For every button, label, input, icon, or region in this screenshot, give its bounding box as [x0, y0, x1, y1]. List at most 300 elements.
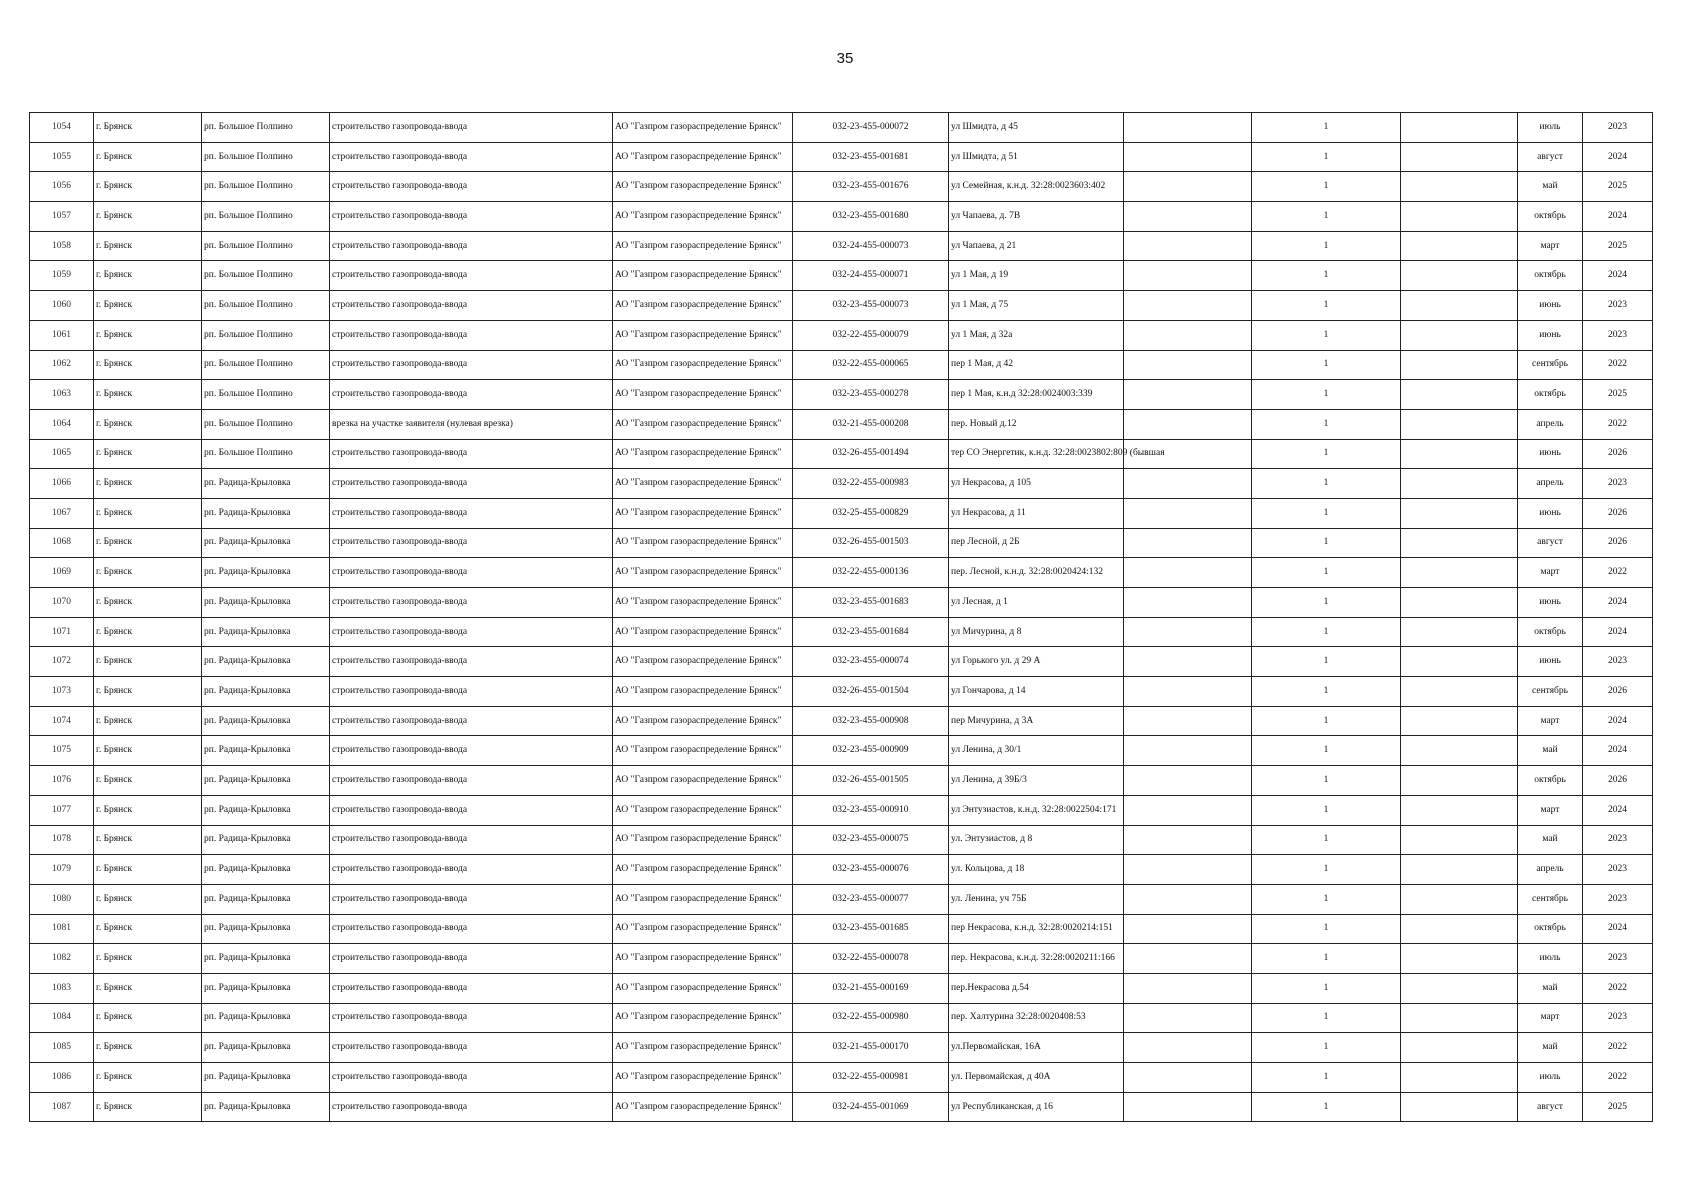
month-cell: октябрь [1518, 380, 1583, 410]
registration-number-cell: 032-26-455-001494 [793, 439, 949, 469]
registration-number-cell: 032-22-455-000981 [793, 1063, 949, 1093]
month-cell: октябрь [1518, 914, 1583, 944]
settlement-cell: рп. Радица-Крыловка [202, 1033, 330, 1063]
empty-cell [1124, 231, 1252, 261]
work-type-cell: строительство газопровода-ввода [330, 350, 613, 380]
table-row [30, 202, 1653, 232]
work-type-cell: строительство газопровода-ввода [330, 142, 613, 172]
empty-cell [1124, 469, 1252, 499]
empty-cell [1401, 409, 1518, 439]
address-cell: ул.Первомайская, 16А [949, 1033, 1124, 1063]
year-cell: 2022 [1583, 1033, 1653, 1063]
city-cell: г. Брянск [94, 202, 202, 232]
empty-cell [1401, 706, 1518, 736]
organization-cell: АО "Газпром газораспределение Брянск" [613, 766, 793, 796]
count-cell: 1 [1252, 825, 1401, 855]
organization-cell: АО "Газпром газораспределение Брянск" [613, 380, 793, 410]
table-row [30, 528, 1653, 558]
count-cell: 1 [1252, 914, 1401, 944]
settlement-cell: рп. Радица-Крыловка [202, 944, 330, 974]
empty-cell [1124, 1092, 1252, 1122]
settlement-cell: рп. Большое Полпино [202, 142, 330, 172]
city-cell: г. Брянск [94, 825, 202, 855]
year-cell: 2026 [1583, 498, 1653, 528]
empty-cell [1401, 973, 1518, 1003]
registration-number-cell: 032-23-455-000910 [793, 795, 949, 825]
row-number: 1054 [30, 113, 94, 143]
city-cell: г. Брянск [94, 380, 202, 410]
year-cell: 2026 [1583, 766, 1653, 796]
organization-cell: АО "Газпром газораспределение Брянск" [613, 914, 793, 944]
address-cell: ул Шмидта, д 51 [949, 142, 1124, 172]
settlement-cell: рп. Радица-Крыловка [202, 973, 330, 1003]
settlement-cell: рп. Радица-Крыловка [202, 1063, 330, 1093]
table-row [30, 617, 1653, 647]
organization-cell: АО "Газпром газораспределение Брянск" [613, 1003, 793, 1033]
registration-number-cell: 032-21-455-000170 [793, 1033, 949, 1063]
address-cell: ул Чапаева, д. 7В [949, 202, 1124, 232]
empty-cell [1401, 1092, 1518, 1122]
address-cell: пер 1 Мая, к.н.д 32:28:0024003:339 [949, 380, 1124, 410]
city-cell: г. Брянск [94, 172, 202, 202]
table-row [30, 1063, 1653, 1093]
organization-cell: АО "Газпром газораспределение Брянск" [613, 409, 793, 439]
empty-cell [1124, 320, 1252, 350]
table-row [30, 113, 1653, 143]
row-number: 1068 [30, 528, 94, 558]
empty-cell [1401, 231, 1518, 261]
row-number: 1072 [30, 647, 94, 677]
city-cell: г. Брянск [94, 766, 202, 796]
city-cell: г. Брянск [94, 617, 202, 647]
year-cell: 2025 [1583, 1092, 1653, 1122]
count-cell: 1 [1252, 795, 1401, 825]
table-row [30, 320, 1653, 350]
work-type-cell: строительство газопровода-ввода [330, 439, 613, 469]
table-row [30, 350, 1653, 380]
settlement-cell: рп. Большое Полпино [202, 172, 330, 202]
work-type-cell: строительство газопровода-ввода [330, 261, 613, 291]
row-number: 1074 [30, 706, 94, 736]
work-type-cell: строительство газопровода-ввода [330, 914, 613, 944]
row-number: 1079 [30, 855, 94, 885]
organization-cell: АО "Газпром газораспределение Брянск" [613, 973, 793, 1003]
empty-cell [1124, 1003, 1252, 1033]
registration-number-cell: 032-23-455-000909 [793, 736, 949, 766]
table-row [30, 498, 1653, 528]
empty-cell [1401, 498, 1518, 528]
settlement-cell: рп. Радица-Крыловка [202, 795, 330, 825]
settlement-cell: рп. Радица-Крыловка [202, 528, 330, 558]
empty-cell [1401, 617, 1518, 647]
count-cell: 1 [1252, 469, 1401, 499]
row-number: 1078 [30, 825, 94, 855]
work-type-cell: строительство газопровода-ввода [330, 1092, 613, 1122]
city-cell: г. Брянск [94, 558, 202, 588]
settlement-cell: рп. Радица-Крыловка [202, 498, 330, 528]
city-cell: г. Брянск [94, 1063, 202, 1093]
registration-number-cell: 032-23-455-000072 [793, 113, 949, 143]
empty-cell [1401, 677, 1518, 707]
address-cell: ул Шмидта, д 45 [949, 113, 1124, 143]
month-cell: июль [1518, 113, 1583, 143]
row-number: 1086 [30, 1063, 94, 1093]
count-cell: 1 [1252, 647, 1401, 677]
settlement-cell: рп. Радица-Крыловка [202, 884, 330, 914]
table-row [30, 409, 1653, 439]
row-number: 1059 [30, 261, 94, 291]
month-cell: август [1518, 142, 1583, 172]
year-cell: 2023 [1583, 320, 1653, 350]
settlement-cell: рп. Большое Полпино [202, 350, 330, 380]
settlement-cell: рп. Радица-Крыловка [202, 558, 330, 588]
settlement-cell: рп. Радица-Крыловка [202, 766, 330, 796]
settlement-cell: рп. Радица-Крыловка [202, 825, 330, 855]
empty-cell [1401, 1033, 1518, 1063]
month-cell: март [1518, 231, 1583, 261]
city-cell: г. Брянск [94, 1003, 202, 1033]
row-number: 1085 [30, 1033, 94, 1063]
organization-cell: АО "Газпром газораспределение Брянск" [613, 498, 793, 528]
count-cell: 1 [1252, 172, 1401, 202]
organization-cell: АО "Газпром газораспределение Брянск" [613, 291, 793, 321]
empty-cell [1124, 914, 1252, 944]
row-number: 1056 [30, 172, 94, 202]
empty-cell [1124, 558, 1252, 588]
settlement-cell: рп. Радица-Крыловка [202, 1092, 330, 1122]
organization-cell: АО "Газпром газораспределение Брянск" [613, 825, 793, 855]
empty-cell [1401, 439, 1518, 469]
row-number: 1071 [30, 617, 94, 647]
city-cell: г. Брянск [94, 439, 202, 469]
settlement-cell: рп. Большое Полпино [202, 409, 330, 439]
address-cell: ул. Первомайская, д 40А [949, 1063, 1124, 1093]
work-type-cell: строительство газопровода-ввода [330, 766, 613, 796]
table-row [30, 172, 1653, 202]
city-cell: г. Брянск [94, 1033, 202, 1063]
month-cell: июнь [1518, 291, 1583, 321]
month-cell: октябрь [1518, 202, 1583, 232]
work-type-cell: строительство газопровода-ввода [330, 795, 613, 825]
city-cell: г. Брянск [94, 113, 202, 143]
registration-number-cell: 032-23-455-000076 [793, 855, 949, 885]
address-cell: пер.Некрасова д.54 [949, 973, 1124, 1003]
work-type-cell: строительство газопровода-ввода [330, 380, 613, 410]
work-type-cell: строительство газопровода-ввода [330, 172, 613, 202]
organization-cell: АО "Газпром газораспределение Брянск" [613, 350, 793, 380]
address-cell: ул. Кольцова, д 18 [949, 855, 1124, 885]
month-cell: октябрь [1518, 766, 1583, 796]
empty-cell [1401, 884, 1518, 914]
empty-cell [1401, 202, 1518, 232]
empty-cell [1124, 142, 1252, 172]
registration-number-cell: 032-23-455-000074 [793, 647, 949, 677]
city-cell: г. Брянск [94, 1092, 202, 1122]
row-number: 1064 [30, 409, 94, 439]
empty-cell [1124, 1033, 1252, 1063]
empty-cell [1401, 766, 1518, 796]
registration-number-cell: 032-22-455-000136 [793, 558, 949, 588]
count-cell: 1 [1252, 617, 1401, 647]
month-cell: апрель [1518, 409, 1583, 439]
month-cell: июнь [1518, 320, 1583, 350]
table-row [30, 558, 1653, 588]
year-cell: 2023 [1583, 113, 1653, 143]
year-cell: 2022 [1583, 409, 1653, 439]
registration-number-cell: 032-23-455-001680 [793, 202, 949, 232]
registration-number-cell: 032-22-455-000065 [793, 350, 949, 380]
address-cell: пер. Некрасова, к.н.д. 32:28:0020211:166 [949, 944, 1124, 974]
empty-cell [1124, 973, 1252, 1003]
work-type-cell: строительство газопровода-ввода [330, 291, 613, 321]
year-cell: 2024 [1583, 202, 1653, 232]
count-cell: 1 [1252, 736, 1401, 766]
empty-cell [1124, 706, 1252, 736]
settlement-cell: рп. Радица-Крыловка [202, 469, 330, 499]
organization-cell: АО "Газпром газораспределение Брянск" [613, 1063, 793, 1093]
address-cell: ул Лесная, д 1 [949, 588, 1124, 618]
count-cell: 1 [1252, 944, 1401, 974]
registration-number-cell: 032-26-455-001505 [793, 766, 949, 796]
month-cell: май [1518, 825, 1583, 855]
row-number: 1058 [30, 231, 94, 261]
work-type-cell: строительство газопровода-ввода [330, 498, 613, 528]
empty-cell [1124, 261, 1252, 291]
count-cell: 1 [1252, 884, 1401, 914]
work-type-cell: строительство газопровода-ввода [330, 647, 613, 677]
registration-number-cell: 032-22-455-000078 [793, 944, 949, 974]
empty-cell [1124, 172, 1252, 202]
work-type-cell: строительство газопровода-ввода [330, 617, 613, 647]
settlement-cell: рп. Радица-Крыловка [202, 647, 330, 677]
address-cell: ул Семейная, к.н.д. 32:28:0023603:402 [949, 172, 1124, 202]
row-number: 1057 [30, 202, 94, 232]
city-cell: г. Брянск [94, 498, 202, 528]
empty-cell [1401, 1063, 1518, 1093]
empty-cell [1401, 1003, 1518, 1033]
city-cell: г. Брянск [94, 884, 202, 914]
year-cell: 2024 [1583, 617, 1653, 647]
empty-cell [1401, 736, 1518, 766]
year-cell: 2024 [1583, 588, 1653, 618]
settlement-cell: рп. Большое Полпино [202, 320, 330, 350]
city-cell: г. Брянск [94, 528, 202, 558]
registration-number-cell: 032-22-455-000980 [793, 1003, 949, 1033]
address-cell: ул Гончарова, д 14 [949, 677, 1124, 707]
table-row [30, 1033, 1653, 1063]
table-row [30, 1003, 1653, 1033]
registration-number-cell: 032-24-455-001069 [793, 1092, 949, 1122]
empty-cell [1401, 855, 1518, 885]
empty-cell [1124, 1063, 1252, 1093]
month-cell: июнь [1518, 439, 1583, 469]
row-number: 1055 [30, 142, 94, 172]
address-cell: ул Некрасова, д 11 [949, 498, 1124, 528]
empty-cell [1124, 647, 1252, 677]
row-number: 1084 [30, 1003, 94, 1033]
address-cell: тер СО Энергетик, к.н.д. 32:28:0023802:809 (бывшая [949, 439, 1124, 469]
organization-cell: АО "Газпром газораспределение Брянск" [613, 469, 793, 499]
count-cell: 1 [1252, 588, 1401, 618]
registration-number-cell: 032-25-455-000829 [793, 498, 949, 528]
empty-cell [1124, 113, 1252, 143]
empty-cell [1401, 795, 1518, 825]
row-number: 1065 [30, 439, 94, 469]
settlement-cell: рп. Большое Полпино [202, 231, 330, 261]
address-cell: пер Лесной, д 2Б [949, 528, 1124, 558]
address-cell: ул Республиканская, д 16 [949, 1092, 1124, 1122]
address-cell: ул. Ленина, уч 75Б [949, 884, 1124, 914]
city-cell: г. Брянск [94, 320, 202, 350]
year-cell: 2022 [1583, 1063, 1653, 1093]
count-cell: 1 [1252, 558, 1401, 588]
organization-cell: АО "Газпром газораспределение Брянск" [613, 558, 793, 588]
table-row [30, 973, 1653, 1003]
empty-cell [1401, 291, 1518, 321]
work-type-cell: строительство газопровода-ввода [330, 1063, 613, 1093]
table-row [30, 647, 1653, 677]
empty-cell [1401, 914, 1518, 944]
registry-table [29, 112, 1653, 1122]
settlement-cell: рп. Радица-Крыловка [202, 617, 330, 647]
address-cell: пер Некрасова, к.н.д. 32:28:0020214:151 [949, 914, 1124, 944]
city-cell: г. Брянск [94, 142, 202, 172]
city-cell: г. Брянск [94, 706, 202, 736]
city-cell: г. Брянск [94, 409, 202, 439]
work-type-cell: строительство газопровода-ввода [330, 1003, 613, 1033]
address-cell: пер. Лесной, к.н.д. 32:28:0020424:132 [949, 558, 1124, 588]
table-row [30, 588, 1653, 618]
year-cell: 2024 [1583, 706, 1653, 736]
table-row [30, 736, 1653, 766]
registry-rows [30, 113, 1653, 1122]
settlement-cell: рп. Большое Полпино [202, 439, 330, 469]
year-cell: 2023 [1583, 1003, 1653, 1033]
row-number: 1060 [30, 291, 94, 321]
address-cell: пер. Новый д.12 [949, 409, 1124, 439]
organization-cell: АО "Газпром газораспределение Брянск" [613, 736, 793, 766]
month-cell: июль [1518, 1063, 1583, 1093]
work-type-cell: строительство газопровода-ввода [330, 113, 613, 143]
settlement-cell: рп. Большое Полпино [202, 380, 330, 410]
work-type-cell: строительство газопровода-ввода [330, 231, 613, 261]
registration-number-cell: 032-23-455-001685 [793, 914, 949, 944]
row-number: 1081 [30, 914, 94, 944]
year-cell: 2023 [1583, 944, 1653, 974]
empty-cell [1401, 469, 1518, 499]
month-cell: август [1518, 1092, 1583, 1122]
empty-cell [1401, 647, 1518, 677]
empty-cell [1124, 855, 1252, 885]
registration-number-cell: 032-22-455-000079 [793, 320, 949, 350]
organization-cell: АО "Газпром газораспределение Брянск" [613, 1092, 793, 1122]
year-cell: 2024 [1583, 142, 1653, 172]
table-row [30, 855, 1653, 885]
table-row [30, 261, 1653, 291]
address-cell: ул Энтузиастов, к.н.д. 32:28:0022504:171 [949, 795, 1124, 825]
count-cell: 1 [1252, 380, 1401, 410]
count-cell: 1 [1252, 1003, 1401, 1033]
address-cell: ул Мичурина, д 8 [949, 617, 1124, 647]
organization-cell: АО "Газпром газораспределение Брянск" [613, 944, 793, 974]
year-cell: 2023 [1583, 291, 1653, 321]
month-cell: июль [1518, 944, 1583, 974]
month-cell: март [1518, 706, 1583, 736]
registration-number-cell: 032-23-455-000278 [793, 380, 949, 410]
organization-cell: АО "Газпром газораспределение Брянск" [613, 528, 793, 558]
empty-cell [1401, 944, 1518, 974]
count-cell: 1 [1252, 855, 1401, 885]
count-cell: 1 [1252, 231, 1401, 261]
empty-cell [1124, 409, 1252, 439]
empty-cell [1124, 795, 1252, 825]
row-number: 1076 [30, 766, 94, 796]
empty-cell [1124, 350, 1252, 380]
count-cell: 1 [1252, 409, 1401, 439]
settlement-cell: рп. Радица-Крыловка [202, 855, 330, 885]
month-cell: июнь [1518, 588, 1583, 618]
year-cell: 2022 [1583, 350, 1653, 380]
count-cell: 1 [1252, 677, 1401, 707]
settlement-cell: рп. Радица-Крыловка [202, 677, 330, 707]
page-number: 35 [836, 50, 854, 67]
work-type-cell: строительство газопровода-ввода [330, 320, 613, 350]
settlement-cell: рп. Большое Полпино [202, 261, 330, 291]
empty-cell [1124, 825, 1252, 855]
city-cell: г. Брянск [94, 261, 202, 291]
organization-cell: АО "Газпром газораспределение Брянск" [613, 647, 793, 677]
city-cell: г. Брянск [94, 469, 202, 499]
empty-cell [1401, 320, 1518, 350]
row-number: 1061 [30, 320, 94, 350]
year-cell: 2023 [1583, 469, 1653, 499]
organization-cell: АО "Газпром газораспределение Брянск" [613, 884, 793, 914]
address-cell: пер Мичурина, д 3А [949, 706, 1124, 736]
year-cell: 2026 [1583, 528, 1653, 558]
table-row [30, 142, 1653, 172]
empty-cell [1124, 736, 1252, 766]
month-cell: апрель [1518, 855, 1583, 885]
work-type-cell: строительство газопровода-ввода [330, 469, 613, 499]
row-number: 1087 [30, 1092, 94, 1122]
month-cell: май [1518, 973, 1583, 1003]
table-row [30, 706, 1653, 736]
month-cell: октябрь [1518, 261, 1583, 291]
count-cell: 1 [1252, 202, 1401, 232]
empty-cell [1401, 380, 1518, 410]
empty-cell [1124, 528, 1252, 558]
row-number: 1083 [30, 973, 94, 1003]
registration-number-cell: 032-24-455-000073 [793, 231, 949, 261]
registration-number-cell: 032-23-455-000075 [793, 825, 949, 855]
table-row [30, 439, 1653, 469]
month-cell: май [1518, 172, 1583, 202]
city-cell: г. Брянск [94, 231, 202, 261]
month-cell: май [1518, 1033, 1583, 1063]
address-cell: ул 1 Мая, д 32а [949, 320, 1124, 350]
row-number: 1062 [30, 350, 94, 380]
settlement-cell: рп. Большое Полпино [202, 291, 330, 321]
city-cell: г. Брянск [94, 677, 202, 707]
count-cell: 1 [1252, 320, 1401, 350]
year-cell: 2026 [1583, 439, 1653, 469]
count-cell: 1 [1252, 113, 1401, 143]
work-type-cell: строительство газопровода-ввода [330, 202, 613, 232]
settlement-cell: рп. Радица-Крыловка [202, 736, 330, 766]
empty-cell [1124, 766, 1252, 796]
registration-number-cell: 032-21-455-000208 [793, 409, 949, 439]
settlement-cell: рп. Большое Полпино [202, 113, 330, 143]
